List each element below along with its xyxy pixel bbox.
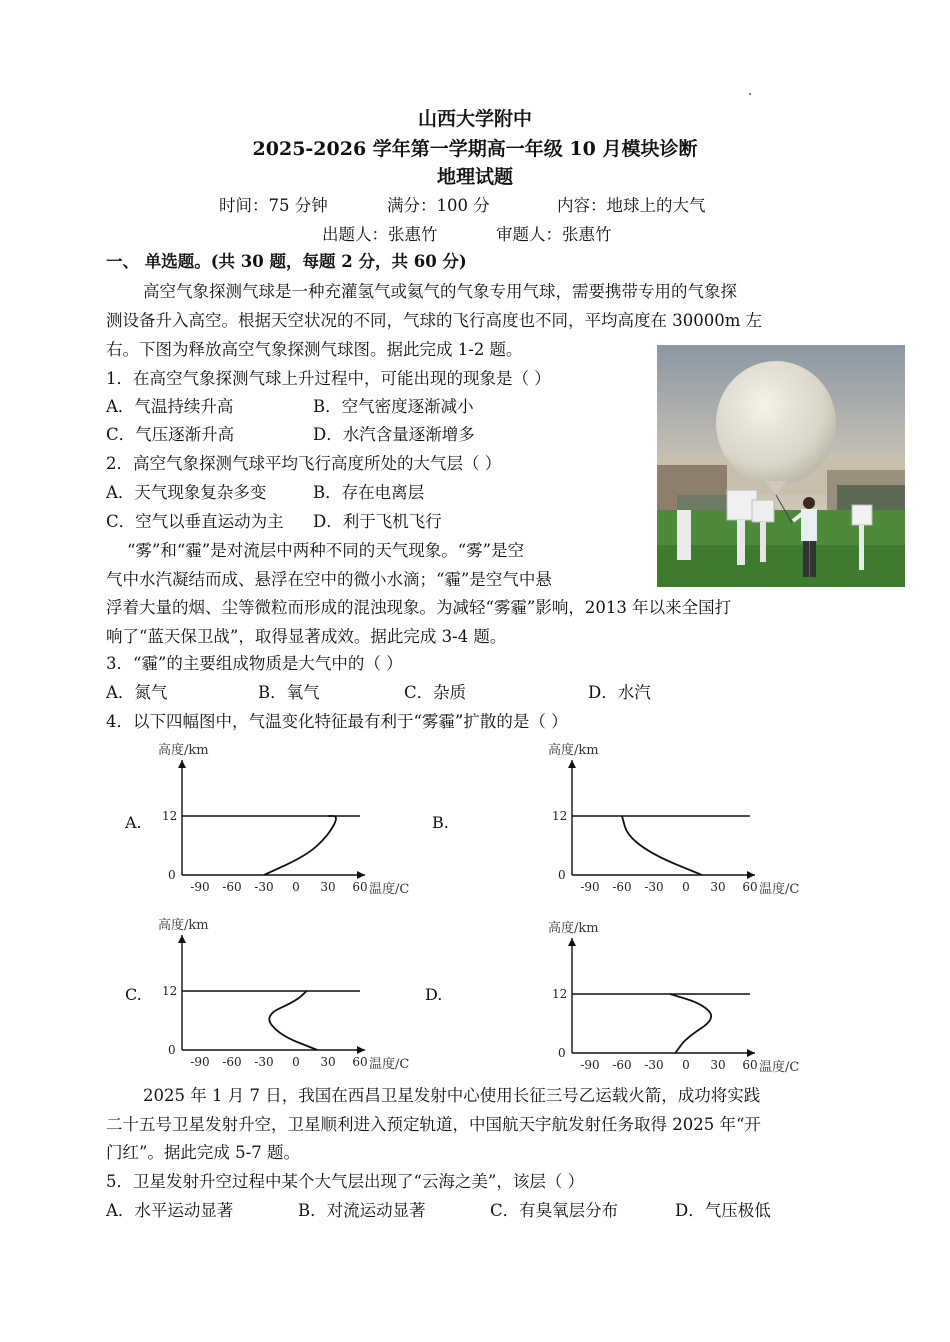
x-tick-label: 30 [320, 880, 336, 894]
y-tick-label: 12 [552, 809, 568, 823]
exam-title: 2025-2026 学年第一学期高一年级 10 月模块诊断 [252, 138, 698, 160]
q3-option-b: B．氧气 [258, 683, 320, 702]
y-tick-label: 12 [162, 809, 178, 823]
x-tick-label: -90 [190, 880, 210, 894]
y-axis-arrow [178, 935, 186, 943]
intro2-line2: 气中水汽凝结而成、悬浮在空中的微小水滴；“霾”是空气中悬 [106, 570, 552, 589]
x-tick-label: -30 [644, 880, 664, 894]
weather-balloon-photo [657, 345, 905, 587]
q1-option-d: D．水汽含量逐渐增多 [313, 425, 475, 444]
intro1-line1: 高空气象探测气球是一种充灌氢气或氦气的气象专用气球，需要携带专用的气象探 [143, 282, 737, 301]
y-axis-arrow [568, 938, 576, 946]
q2-option-b: B．存在电离层 [313, 483, 425, 502]
q3-option-d: D．水汽 [588, 683, 651, 702]
y-axis-arrow [178, 760, 186, 768]
exam-score: 满分：100 分 [387, 196, 490, 215]
q1-option-a: A．气温持续升高 [106, 397, 234, 416]
x-tick-label: -60 [612, 1058, 632, 1072]
x-tick-label: 30 [320, 1055, 336, 1069]
x-tick-label: 60 [352, 880, 368, 894]
q2-option-c: C．空气以垂直运动为主 [106, 512, 284, 531]
x-tick-label: 0 [682, 1058, 690, 1072]
q5-option-c: C．有臭氧层分布 [490, 1201, 619, 1220]
x-tick-label: -90 [190, 1055, 210, 1069]
y-axis-arrow [568, 760, 576, 768]
q2-option-d: D．利于飞机飞行 [313, 512, 442, 531]
q3-stem: 3．“霾”的主要组成物质是大气中的（ ） [106, 654, 403, 673]
x-axis-arrow [747, 871, 755, 879]
x-axis-label: 温度/C [759, 882, 800, 897]
y-axis-label: 高度/km [158, 743, 209, 758]
q3-option-a: A．氮气 [106, 683, 168, 702]
x-axis-arrow [357, 1046, 365, 1054]
x-tick-label: -30 [254, 880, 274, 894]
y-tick-label: 12 [552, 987, 568, 1001]
x-tick-label: -60 [612, 880, 632, 894]
intro1-line2: 测设备升入高空。根据天空状况的不同，气球的飞行高度也不同，平均高度在 30000m 左 [106, 311, 763, 330]
x-tick-label: -30 [254, 1055, 274, 1069]
q1-option-b: B．空气密度逐渐减小 [313, 397, 474, 416]
temperature-curve [269, 991, 317, 1050]
y-axis-label: 高度/km [548, 921, 599, 936]
temperature-curve [670, 994, 711, 1053]
y-tick-label: 0 [168, 868, 176, 882]
y-tick-label: 0 [558, 1046, 566, 1060]
y-axis-label: 高度/km [548, 743, 599, 758]
x-tick-label: 0 [292, 880, 300, 894]
x-axis-arrow [357, 871, 365, 879]
x-axis-label: 温度/C [759, 1060, 800, 1075]
x-tick-label: -30 [644, 1058, 664, 1072]
temperature-altitude-chart [120, 915, 443, 1075]
x-tick-label: 0 [682, 880, 690, 894]
section-heading: 一、 单选题。(共 30 题，每题 2 分，共 60 分) [106, 252, 467, 271]
temperature-altitude-chart [510, 918, 830, 1078]
temperature-altitude-chart [510, 740, 830, 900]
q2-option-a: A．天气现象复杂多变 [106, 483, 267, 502]
temperature-curve [264, 816, 336, 875]
weather-balloon-illustration [657, 345, 905, 587]
x-tick-label: 30 [710, 880, 726, 894]
x-tick-label: -90 [580, 1058, 600, 1072]
q1-option-c: C．气压逐渐升高 [106, 425, 235, 444]
q5-option-d: D．气压极低 [675, 1201, 771, 1220]
x-tick-label: 30 [710, 1058, 726, 1072]
x-tick-label: -90 [580, 880, 600, 894]
exam-author: 出题人：张惠竹 [322, 225, 438, 244]
temperature-altitude-chart [120, 740, 440, 900]
q3-option-c: C．杂质 [404, 683, 467, 702]
x-tick-label: -60 [222, 1055, 242, 1069]
q1-stem: 1．在高空气象探测气球上升过程中，可能出现的现象是（ ） [106, 369, 551, 388]
q5-option-b: B．对流运动显著 [298, 1201, 426, 1220]
y-tick-label: 12 [162, 984, 178, 998]
x-tick-label: 0 [292, 1055, 300, 1069]
exam-time: 时间：75 分钟 [219, 196, 328, 215]
q5-stem: 5．卫星发射升空过程中某个大气层出现了“云海之美”，该层（ ） [106, 1172, 585, 1191]
x-tick-label: -60 [222, 880, 242, 894]
intro2-line1: “雾”和“霾”是对流层中两种不同的天气现象。“雾”是空 [127, 541, 525, 560]
x-tick-label: 60 [742, 880, 758, 894]
x-tick-label: 60 [742, 1058, 758, 1072]
q5-option-a: A．水平运动显著 [106, 1201, 234, 1220]
subject-title: 地理试题 [436, 166, 513, 188]
exam-content: 内容：地球上的大气 [557, 196, 706, 215]
temperature-curve [622, 816, 702, 875]
school-name: 山西大学附中 [417, 108, 532, 130]
intro1-line3: 右。下图为释放高空气象探测气球图。据此完成 1-2 题。 [106, 340, 523, 359]
exam-reviewer: 审题人：张惠竹 [496, 225, 612, 244]
chart-option-label: D. [425, 985, 443, 1004]
chart-option-label: C. [125, 985, 142, 1004]
intro2-line4: 响了“蓝天保卫战”，取得显著成效。据此完成 3-4 题。 [106, 627, 507, 646]
y-tick-label: 0 [168, 1043, 176, 1057]
x-axis-arrow [747, 1049, 755, 1057]
chart-option-label: A. [125, 813, 142, 832]
y-axis-label: 高度/km [158, 918, 209, 933]
intro3-line1: 2025 年 1 月 7 日，我国在西昌卫星发射中心使用长征三号乙运载火箭，成功将实践 [143, 1086, 761, 1105]
intro3-line3: 门红”。据此完成 5-7 题。 [106, 1143, 300, 1162]
q2-stem: 2．高空气象探测气球平均飞行高度所处的大气层（ ） [106, 454, 502, 473]
intro2-line3: 浮着大量的烟、尘等微粒而形成的混浊现象。为减轻“雾霾”影响，2013 年以来全国打 [106, 598, 732, 617]
chart-option-label: B. [432, 813, 449, 832]
intro3-line2: 二十五号卫星发射升空，卫星顺利进入预定轨道，中国航天宇航发射任务取得 2025 年“开 [106, 1115, 761, 1134]
q4-stem: 4．以下四幅图中，气温变化特征最有利于“雾霾”扩散的是（ ） [106, 712, 568, 731]
x-axis-label: 温度/C [369, 882, 410, 897]
y-tick-label: 0 [558, 868, 566, 882]
speck [749, 93, 751, 95]
x-tick-label: 60 [352, 1055, 368, 1069]
x-axis-label: 温度/C [369, 1057, 410, 1072]
